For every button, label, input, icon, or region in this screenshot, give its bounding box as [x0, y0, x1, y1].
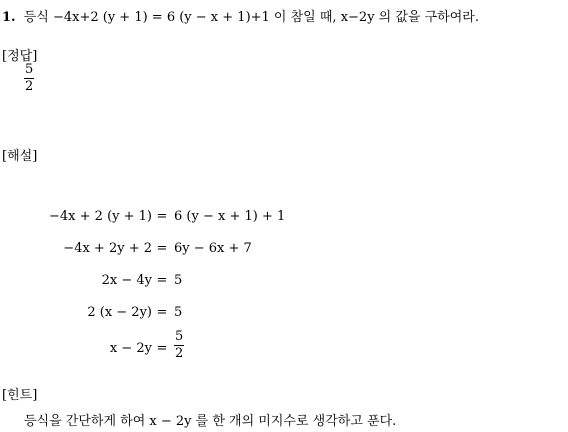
step-5-rhs [174, 329, 184, 362]
answer-fraction [24, 62, 34, 95]
explanation-label: [해설] [2, 149, 38, 164]
answer-label: [정답] [2, 49, 38, 64]
step-5-equals: = [156, 341, 168, 356]
step-5-numerator: 5 [175, 329, 184, 344]
step-2-rhs: 6y − 6x + 7 [174, 241, 252, 256]
derivation-step-2 [0, 241, 360, 263]
hint-text: 등식을 간단하게 하여 x − 2y 를 한 개의 미지수로 생각하고 푼다. [24, 414, 397, 429]
step-4-equals: = [156, 305, 168, 320]
hint-label: [힌트] [2, 388, 38, 403]
step-4-lhs: 2 (x − 2y) [87, 305, 152, 320]
step-2-equals: = [156, 241, 168, 256]
step-5-lhs: x − 2y [109, 341, 152, 356]
derivation-step-3 [0, 273, 360, 295]
answer-denominator: 2 [25, 79, 34, 94]
derivation-step-5 [0, 329, 360, 363]
problem-line [2, 6, 479, 25]
problem-text: 등식 −4x+2 (y + 1) = 6 (y − x + 1)+1 이 참일 때, x−2y 의 값을 구하여라. [23, 10, 479, 25]
step-3-rhs: 5 [174, 273, 183, 288]
step-3-equals: = [156, 273, 168, 288]
step-3-lhs: 2x − 4y [101, 273, 152, 288]
answer-numerator: 5 [25, 62, 34, 77]
step-4-rhs: 5 [174, 305, 183, 320]
step-5-denominator: 2 [175, 346, 184, 361]
derivation-step-1 [0, 209, 360, 231]
step-1-lhs: −4x + 2 (y + 1) [49, 209, 152, 224]
derivation-step-4 [0, 305, 360, 327]
step-1-equals: = [156, 209, 168, 224]
step-1-rhs: 6 (y − x + 1) + 1 [174, 209, 286, 224]
step-2-lhs: −4x + 2y + 2 [63, 241, 152, 256]
problem-number: 1. [2, 10, 16, 25]
